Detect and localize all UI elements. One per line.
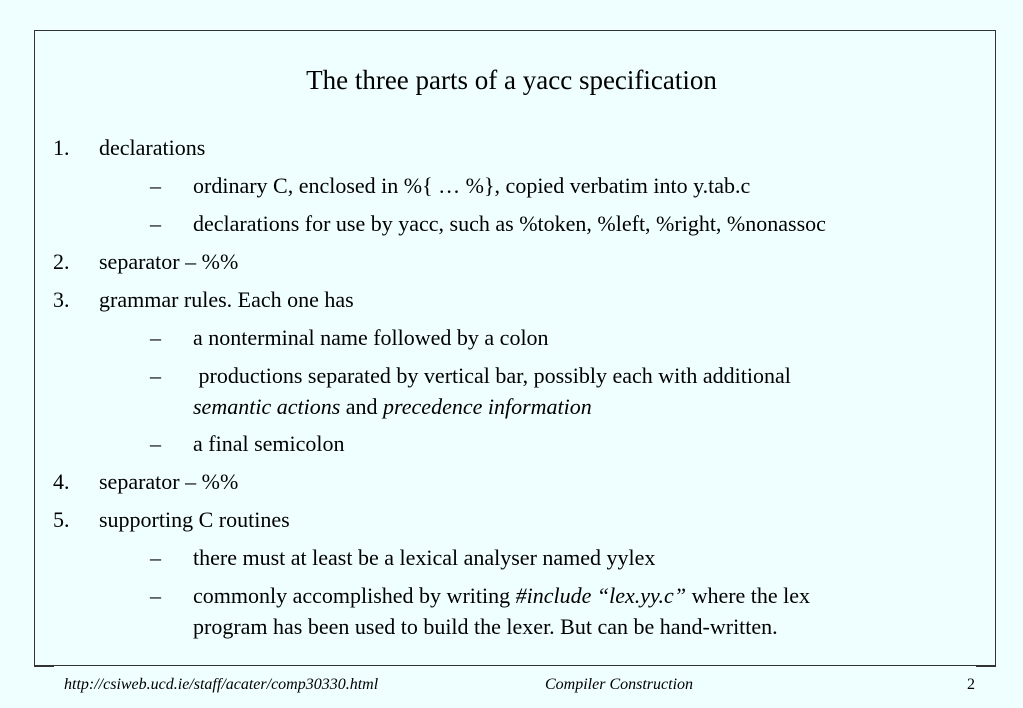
footer-course: Compiler Construction — [545, 676, 694, 693]
subitem-dash: – — [150, 583, 161, 608]
item-text-1: declarations — [99, 135, 206, 160]
conjunction: and — [340, 394, 384, 419]
item-text-3: grammar rules. Each one has — [99, 287, 354, 312]
item-text-4: separator – %% — [99, 469, 239, 494]
emphasis-semantic-actions: semantic actions — [193, 394, 341, 419]
subitem-text: declarations for use by yacc, such as %token, %left, %right, %nonassoc — [193, 211, 826, 236]
subitem-text-post: where the lex — [686, 583, 811, 608]
subitem-text-continuation: program has been used to build the lexer. But can be hand-written. — [193, 614, 778, 639]
subitem-text: productions separated by vertical bar, possibly each with additional — [193, 363, 791, 388]
subitem-dash: – — [150, 363, 161, 388]
item-number-4: 4. — [53, 469, 70, 494]
emphasis-precedence-information: precedence information — [383, 394, 592, 419]
frame-bottom-tick-right — [976, 666, 996, 667]
item-text-5: supporting C routines — [99, 507, 290, 532]
footer-url: http://csiweb.ucd.ie/staff/acater/comp30330.html — [64, 676, 379, 693]
subitem-text: a final semicolon — [193, 431, 345, 456]
subitem-text: there must at least be a lexical analyser named yylex — [193, 545, 656, 570]
subitem-dash: – — [150, 431, 161, 456]
subitem-dash: – — [150, 211, 161, 236]
subitem-text-pre: commonly accomplished by writing — [193, 583, 516, 608]
subitem-text: a nonterminal name followed by a colon — [193, 325, 549, 350]
subitem-dash: – — [150, 545, 161, 570]
subitem-dash: – — [150, 325, 161, 350]
item-text-2: separator – %% — [99, 249, 239, 274]
subitem-dash: – — [150, 173, 161, 198]
slide-title: The three parts of a yacc specification — [306, 65, 717, 95]
item-number-2: 2. — [53, 249, 70, 274]
subitem-text-continuation — [193, 391, 592, 422]
page-number: 2 — [967, 676, 975, 693]
item-number-1: 1. — [53, 135, 70, 160]
subitem-text: ordinary C, enclosed in %{ … %}, copied verbatim into y.tab.c — [193, 173, 751, 198]
item-number-3: 3. — [53, 287, 70, 312]
item-number-5: 5. — [53, 507, 70, 532]
emphasis-include: #include “lex.yy.c” — [515, 583, 687, 608]
subitem-text — [193, 580, 810, 611]
frame-bottom-tick-left — [34, 666, 54, 667]
